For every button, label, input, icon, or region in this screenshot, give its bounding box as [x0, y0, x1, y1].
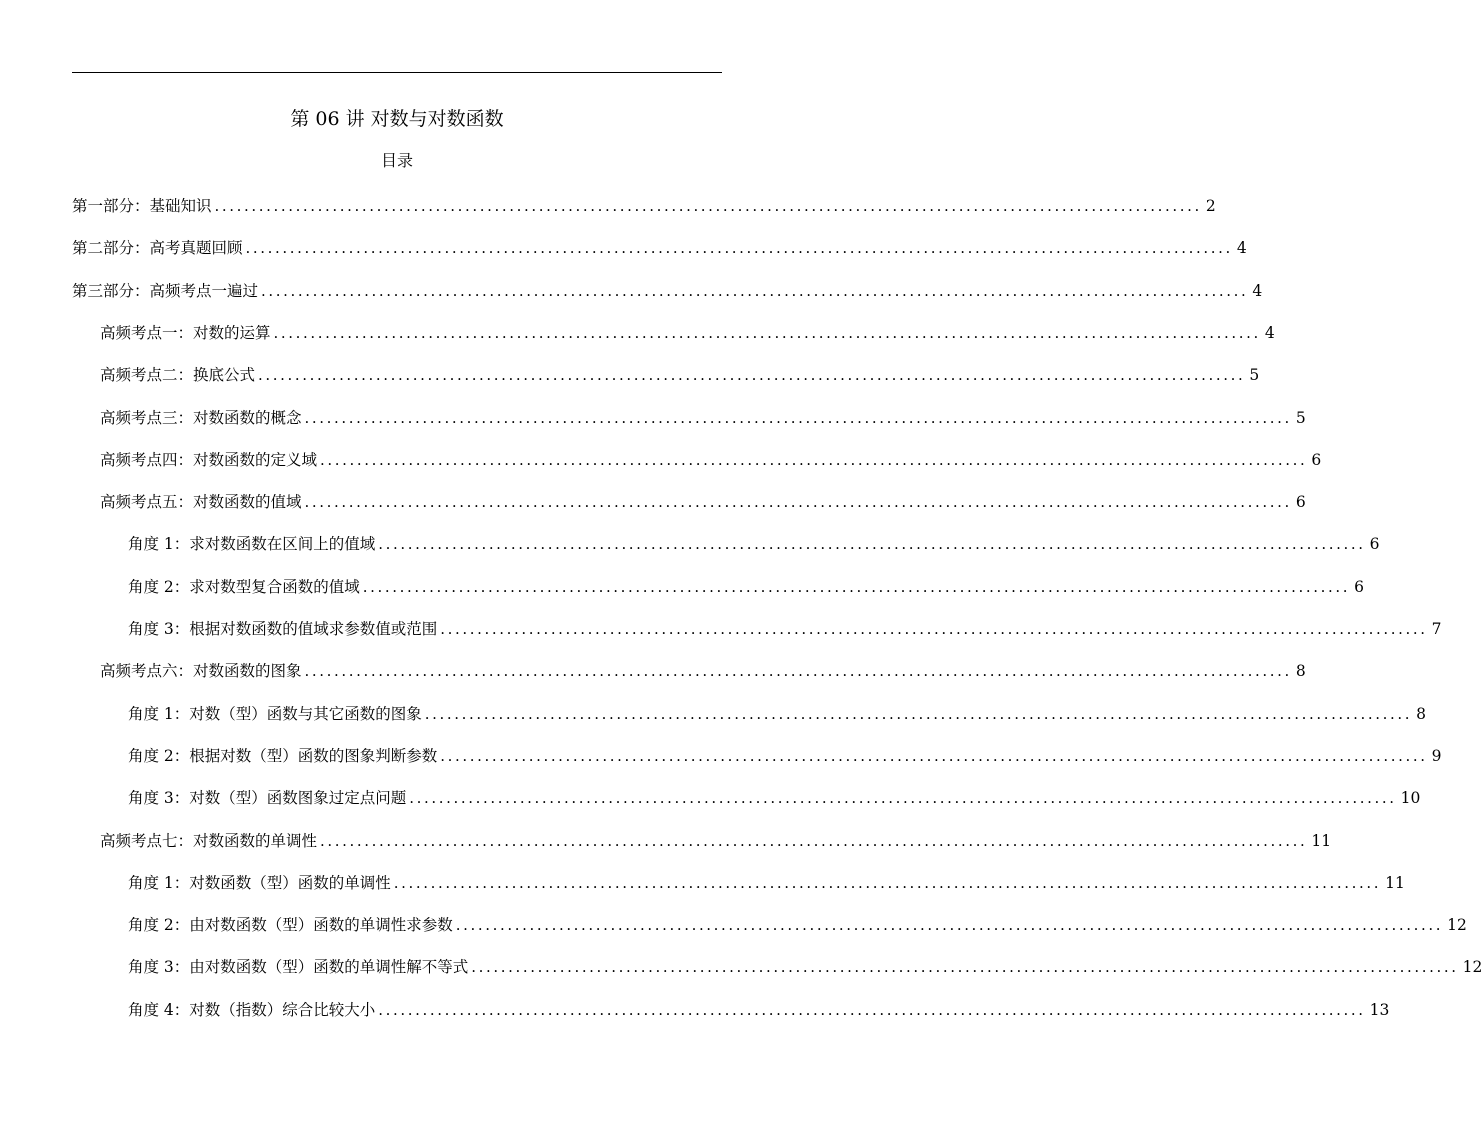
toc-leader-dots: ......................................................................................................................................: [273, 323, 1261, 342]
document-title: 第 06 讲 对数与对数函数: [290, 108, 504, 130]
toc-entry[interactable]: [128, 574, 1364, 598]
toc-page-number: 6: [1369, 535, 1380, 554]
toc-entry-label: 角度 4：对数（指数）综合比较大小: [128, 1000, 376, 1019]
toc-entry[interactable]: [100, 658, 1306, 682]
toc-page-number: 11: [1311, 831, 1332, 850]
toc-entry-label: 角度 1：求对数函数在区间上的值域: [128, 535, 376, 554]
toc-entry[interactable]: [128, 616, 1442, 640]
toc-entry-label: 高频考点二：换底公式: [100, 366, 256, 385]
toc-page-number: 5: [1295, 408, 1306, 427]
toc-leader-dots: ......................................................................................................................................: [320, 450, 1308, 469]
toc-entry-label: 角度 2：求对数型复合函数的值域: [128, 577, 360, 596]
toc-leader-dots: ......................................................................................................................................: [261, 281, 1249, 300]
toc-leader-dots: ......................................................................................................................................: [304, 493, 1292, 512]
toc-entry[interactable]: [128, 870, 1405, 894]
toc-page-number: 11: [1385, 873, 1405, 892]
toc-entry-label: 角度 2：由对数函数（型）函数的单调性求参数: [128, 916, 453, 935]
toc-entry-label: 角度 1：对数（型）函数与其它函数的图象: [128, 704, 422, 723]
toc-page-number: 8: [1295, 662, 1306, 681]
toc-entry-label: 角度 1：对数函数（型）函数的单调性: [128, 873, 391, 892]
toc-leader-dots: ......................................................................................................................................: [424, 704, 1413, 723]
toc-page-number: 12: [1462, 958, 1482, 977]
toc-leader-dots: ......................................................................................................................................: [378, 535, 1366, 554]
header-rule: [72, 72, 722, 73]
toc-entry-label: 角度 2：根据对数（型）函数的图象判断参数: [128, 746, 438, 765]
toc-page-number: 5: [1249, 366, 1260, 385]
toc-page-number: 10: [1400, 789, 1421, 808]
toc-entry[interactable]: [100, 828, 1332, 852]
toc-leader-dots: ......................................................................................................................................: [304, 408, 1292, 427]
toc-entry[interactable]: [100, 447, 1322, 471]
toc-entry[interactable]: [100, 362, 1260, 386]
toc-entry[interactable]: [128, 743, 1442, 767]
toc-page-number: 4: [1264, 323, 1275, 342]
toc-page-number: 7: [1431, 620, 1442, 638]
toc-entry-label: 角度 3：根据对数函数的值域求参数值或范围: [128, 620, 438, 638]
toc-entry[interactable]: [100, 405, 1306, 429]
toc-page-number: 13: [1369, 1000, 1390, 1019]
toc-entry-label: 高频考点七：对数函数的单调性: [100, 831, 318, 850]
toc-leader-dots: ......................................................................................................................................: [393, 873, 1382, 892]
toc-leader-dots: ......................................................................................................................................: [440, 620, 1428, 638]
toc-entry-label: 高频考点一：对数的运算: [100, 323, 271, 342]
toc-leader-dots: ......................................................................................................................................: [362, 577, 1351, 596]
toc-page-number: 12: [1447, 916, 1467, 935]
toc-entry-label: 第三部分：高频考点一遍过: [72, 281, 259, 300]
toc-entry-label: 角度 3：对数（型）函数图象过定点问题: [128, 789, 407, 808]
toc-entry-label: 第一部分：基础知识: [72, 197, 212, 215]
toc-entry-label: 高频考点四：对数函数的定义域: [100, 450, 318, 469]
toc-leader-dots: ......................................................................................................................................: [440, 746, 1428, 765]
toc-page-number: 6: [1311, 450, 1322, 469]
toc-entry[interactable]: [72, 235, 1247, 259]
toc-leader-dots: ......................................................................................................................................: [320, 831, 1308, 850]
toc-leader-dots: ......................................................................................................................................: [409, 789, 1397, 808]
toc-leader-dots: ......................................................................................................................................: [258, 366, 1246, 385]
toc-entry[interactable]: [72, 278, 1263, 302]
toc-page-number: 4: [1236, 239, 1247, 258]
toc-page-number: 8: [1416, 704, 1426, 723]
toc-page-number: 9: [1431, 746, 1442, 765]
toc-entry-label: 高频考点三：对数函数的概念: [100, 408, 302, 427]
toc-entry[interactable]: [128, 997, 1390, 1021]
toc-leader-dots: ......................................................................................................................................: [245, 239, 1233, 258]
toc-leader-dots: ......................................................................................................................................: [304, 662, 1292, 681]
toc-heading: 目录: [380, 151, 413, 170]
toc-entry-label: 高频考点五：对数函数的值域: [100, 493, 302, 512]
toc-entry-label: 第二部分：高考真题回顾: [72, 239, 243, 258]
toc-page-number: 6: [1354, 577, 1364, 596]
toc-page-number: 2: [1205, 197, 1216, 215]
toc-page-number: 4: [1252, 281, 1263, 300]
toc-leader-dots: ......................................................................................................................................: [471, 958, 1459, 977]
toc-entry-label: 高频考点六：对数函数的图象: [100, 662, 302, 681]
toc-entry[interactable]: [128, 701, 1426, 725]
toc-page-number: 6: [1295, 493, 1306, 512]
toc-entry[interactable]: [128, 954, 1482, 978]
toc-entry[interactable]: [72, 193, 1216, 217]
toc-leader-dots: ......................................................................................................................................: [455, 916, 1444, 935]
toc-entry[interactable]: [128, 785, 1421, 809]
toc-entry[interactable]: [100, 489, 1306, 513]
toc-leader-dots: ......................................................................................................................................: [214, 197, 1202, 215]
toc-entry[interactable]: [128, 531, 1380, 555]
toc-entry[interactable]: [128, 912, 1467, 936]
toc-entry[interactable]: [100, 320, 1275, 344]
toc-leader-dots: ......................................................................................................................................: [378, 1000, 1366, 1019]
toc-entry-label: 角度 3：由对数函数（型）函数的单调性解不等式: [128, 958, 469, 977]
